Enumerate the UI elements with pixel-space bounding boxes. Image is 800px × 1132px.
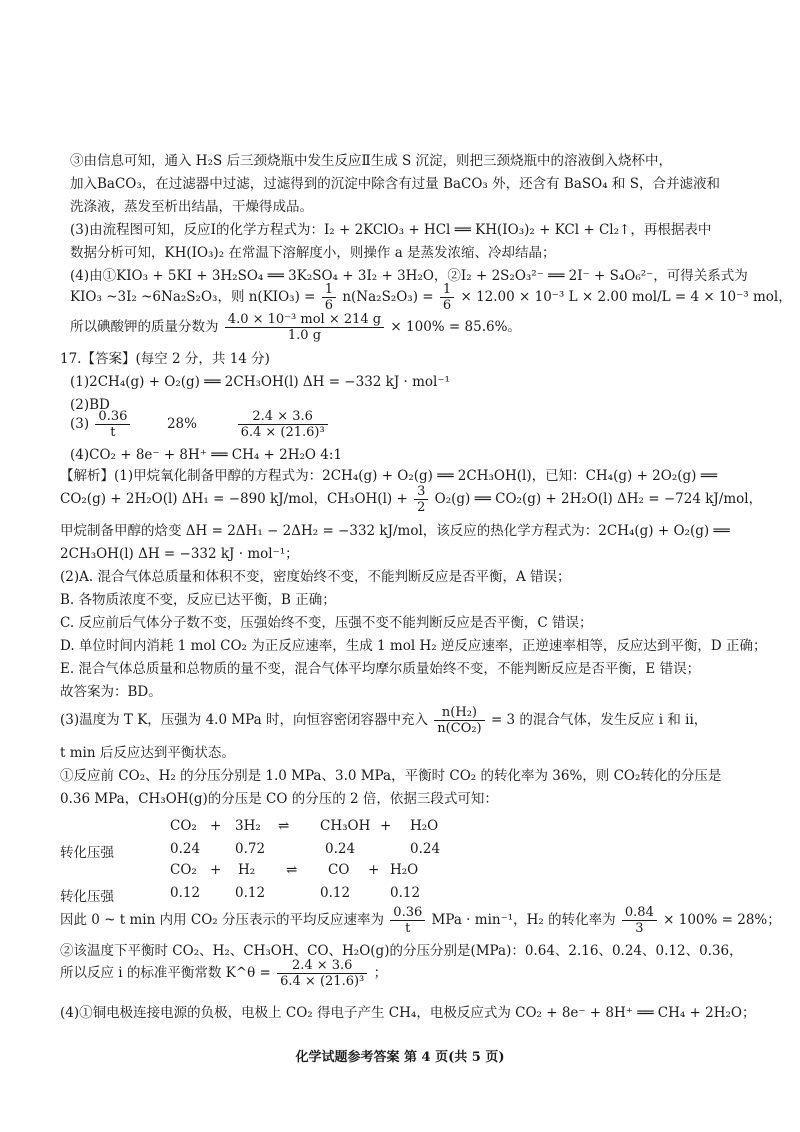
page-footer: 化学试题参考答案 第 4 页(共 5 页) <box>295 1050 505 1065</box>
explanation-line: 0.36 MPa，CH₃OH(g)的分压是 CO 的分压的 2 倍，依据三段式可知： <box>60 791 498 807</box>
explanation-line: B. 各物质浓度不变，反应已达平衡，B 正确； <box>60 592 336 608</box>
numerator: 4.0 × 10⁻³ mol × 214 g <box>225 312 384 328</box>
equilibrium-arrow: ⇌ <box>278 818 290 834</box>
text: O₂(g) ══ CO₂(g) + 2H₂O(l) ΔH₂ = −724 kJ/mol， <box>434 491 763 507</box>
species: CO₂ <box>170 862 197 878</box>
fraction <box>322 282 336 313</box>
value: 0.12 <box>235 885 266 901</box>
text: = 3 的混合气体，发生反应 ⅰ 和 ⅱ， <box>490 712 708 728</box>
explanation-line: 甲烷制备甲醇的焓变 ΔH = 2ΔH₁ − 2ΔH₂ = −332 kJ/mol，该反应的热化学方程式为：2CH₄(g) + O₂(g) ══ <box>60 523 730 539</box>
numerator: 0.36 <box>95 409 130 425</box>
value: 0.72 <box>235 841 266 857</box>
explanation-line: (2)A. 混合气体总质量和体积不变，密度始终不变，不能判断反应是否平衡，A 错误； <box>60 569 571 585</box>
text: n(Na₂S₂O₃) = <box>342 289 434 305</box>
explanation-line: D. 单位时间内消耗 1 mol CO₂ 为正反应速率，生成 1 mol H₂ 逆反应速率，正逆速率相等，反应达到平衡，D 正确； <box>60 638 767 654</box>
value: 0.12 <box>320 885 351 901</box>
numerator: 2.4 × 3.6 <box>277 958 367 974</box>
fraction <box>440 282 454 313</box>
explanation-line <box>60 484 762 515</box>
numerator: 0.84 <box>622 905 657 921</box>
explanation-line <box>60 958 387 989</box>
denominator: 6 <box>324 298 334 313</box>
fraction <box>414 484 428 515</box>
text-line: (3)由流程图可知，反应Ⅰ的化学方程式为：I₂ + 2KClO₃ + HCl ══ KH(IO₃)₂ + KCl + Cl₂↑，再根据表中 <box>70 222 712 238</box>
plus: + <box>368 862 380 878</box>
answer-3 <box>70 409 330 440</box>
species: CO₂ <box>170 818 197 834</box>
text: × 100% = 85.6%。 <box>390 319 521 335</box>
explanation-line: (4)①铜电极连接电源的负极，电极上 CO₂ 得电子产生 CH₄，电极反应式为 CO₂ + 8e⁻ + 8H⁺ ══ CH₄ + 2H₂O； <box>60 1005 756 1021</box>
text: (3)温度为 T K，压强为 4.0 MPa 时，向恒容密闭容器中充入 <box>60 712 428 728</box>
plus: + <box>210 818 222 834</box>
explanation-line <box>60 705 707 736</box>
species: CO <box>328 862 350 878</box>
species: H₂O <box>390 862 419 878</box>
denominator: 6.4 × (21.6)³ <box>280 974 365 989</box>
text: ； <box>373 965 388 981</box>
explanation-line: ①反应前 CO₂、H₂ 的分压分别是 1.0 MPa、3.0 MPa，平衡时 CO₂ 的转化率为 36%，则 CO₂转化的分压是 <box>60 768 722 784</box>
value: 0.24 <box>170 841 201 857</box>
text: × 100% = 28%； <box>663 912 781 928</box>
denominator: n(CO₂) <box>437 721 482 736</box>
plus: + <box>210 862 222 878</box>
text-line: 加入BaCO₃，在过滤器中过滤，过滤得到的沉淀中除含有过量 BaCO₃ 外，还含有 BaSO₄ 和 S，合并滤液和 <box>70 176 720 192</box>
text-line: 洗涤液，蒸发至析出结晶，干燥得成品。 <box>70 199 313 215</box>
text: 因此 0 ~ t min 内用 CO₂ 分压表示的平均反应速率为 <box>60 912 384 928</box>
text-line-fraction <box>70 282 792 313</box>
species: 3H₂ <box>235 818 261 834</box>
text-line: (4)由①KIO₃ + 5KI + 3H₂SO₄ ══ 3K₂SO₄ + 3I₂ + 3H₂O，②I₂ + 2S₂O₃²⁻ ══ 2I⁻ + S₄O₆²⁻，可得关系式为 <box>70 268 748 284</box>
explanation-line <box>60 905 781 936</box>
value: 0.12 <box>170 885 201 901</box>
explanation-line: 【解析】(1)甲烷氧化制备甲醇的方程式为：2CH₄(g) + O₂(g) ══ 2CH₃OH(l)，已知：CH₄(g) + 2O₂(g) ══ <box>60 468 717 484</box>
numerator: 3 <box>414 484 428 500</box>
text: 所以反应 ⅰ 的标准平衡常数 K^θ = <box>60 965 271 981</box>
text-line: ③由信息可知，通入 H₂S 后三颈烧瓶中发生反应Ⅱ生成 S 沉淀，则把三颈烧瓶中的溶液倒入烧杯中， <box>70 153 673 169</box>
answer-2: (2)BD <box>70 397 110 413</box>
value-row <box>0 841 800 859</box>
numerator: 1 <box>440 282 454 298</box>
fraction <box>95 409 130 440</box>
explanation-line: t min 后反应达到平衡状态。 <box>60 745 235 761</box>
species: H₂ <box>238 862 256 878</box>
species: CH₃OH <box>320 818 371 834</box>
fraction <box>390 905 425 936</box>
denominator: 6 <box>442 298 452 313</box>
fraction <box>238 409 328 440</box>
text-line: 数据分析可知，KH(IO₃)₂ 在常温下溶解度小，则操作 a 是蒸发浓缩、冷却结晶； <box>70 245 556 261</box>
answer-1: (1)2CH₄(g) + O₂(g) ══ 2CH₃OH(l) ΔH = −332 kJ · mol⁻¹ <box>70 374 450 390</box>
text: 28% <box>166 416 197 432</box>
row-label: 转化压强 <box>60 889 114 905</box>
explanation-line: E. 混合气体总质量和总物质的量不变，混合气体平均摩尔质量始终不变，不能判断反应是否平衡，E 错误； <box>60 661 701 677</box>
value: 0.24 <box>410 841 441 857</box>
denominator: 6.4 × (21.6)³ <box>240 425 325 440</box>
numerator: 0.36 <box>390 905 425 921</box>
value: 0.12 <box>390 885 421 901</box>
equation-row <box>0 818 800 836</box>
explanation-line: 故答案为：BD。 <box>60 684 162 700</box>
explanation-line: 2CH₃OH(l) ΔH = −332 kJ · mol⁻¹； <box>60 546 299 562</box>
denominator: 3 <box>635 921 644 936</box>
denominator: 2 <box>417 500 426 515</box>
species: H₂O <box>410 818 439 834</box>
text: (3) <box>70 416 90 432</box>
explanation-line: C. 反应前后气体分子数不变，压强始终不变，压强不变不能判断反应是否平衡，C 错误； <box>60 615 593 631</box>
explanation-line: ②该温度下平衡时 CO₂、H₂、CH₃OH、CO、H₂O(g)的分压分别是(MPa)：0.64、2.16、0.24、0.12、0.36， <box>60 943 743 959</box>
row-label: 转化压强 <box>60 845 114 861</box>
denominator: 1.0 g <box>287 328 322 343</box>
plus: + <box>380 818 392 834</box>
equilibrium-arrow: ⇌ <box>286 862 298 878</box>
value-row <box>0 885 800 903</box>
fraction <box>434 705 484 736</box>
text-line-fraction <box>70 312 521 343</box>
equation-row <box>0 862 800 880</box>
denominator: t <box>110 425 116 440</box>
numerator: n(H₂) <box>434 705 484 721</box>
text: 所以碘酸钾的质量分数为 <box>70 319 219 335</box>
text: CO₂(g) + 2H₂O(l) ΔH₁ = −890 kJ/mol，CH₃OH(l) + <box>60 491 408 507</box>
denominator: t <box>405 921 411 936</box>
value: 0.24 <box>325 841 356 857</box>
numerator: 2.4 × 3.6 <box>238 409 328 425</box>
text: MPa · min⁻¹，H₂ 的转化率为 <box>431 912 616 928</box>
answer-4: (4)CO₂ + 8e⁻ + 8H⁺ ══ CH₄ + 2H₂O 4:1 <box>70 447 343 463</box>
fraction <box>277 958 367 989</box>
text: × 12.00 × 10⁻³ L × 2.00 mol/L = 4 × 10⁻³ mol， <box>460 289 792 305</box>
fraction <box>622 905 657 936</box>
question-header: 17.【答案】(每空 2 分，共 14 分) <box>60 351 270 367</box>
fraction <box>225 312 384 343</box>
text: KIO₃ ~3I₂ ~6Na₂S₂O₃，则 n(KIO₃) = <box>70 289 316 305</box>
numerator: 1 <box>322 282 336 298</box>
